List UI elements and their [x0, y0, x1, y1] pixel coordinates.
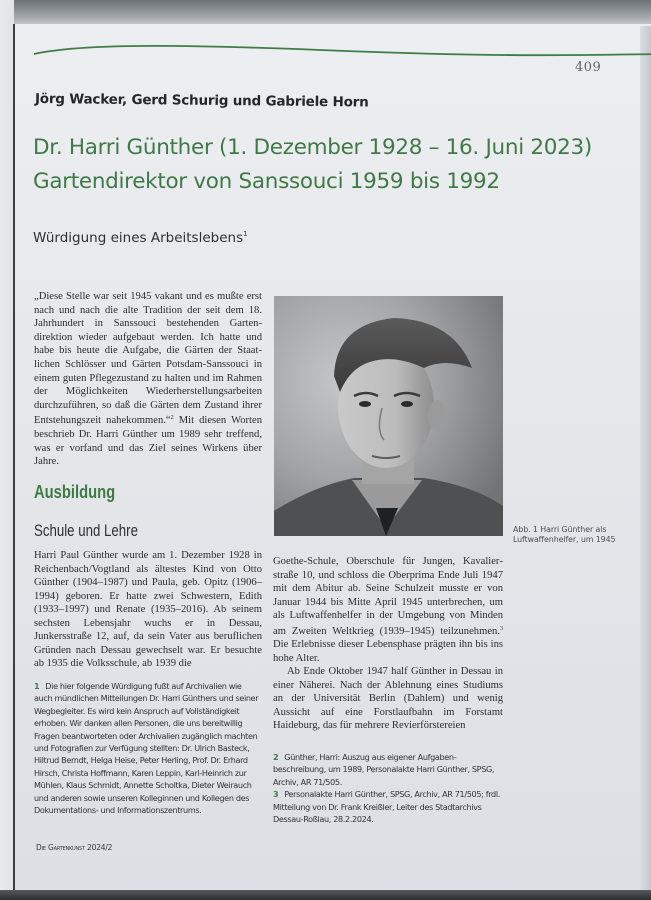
footnote-text: Die hier folgende Würdigung fußt auf Archivalien wie auch mündlichen Mitteilungen Dr. Harri Günthers und seiner Wegbegleiter. Es wird kein Anspruch auf Vollständigkeit erhoben. Wir danken allen Personen, die uns bereitwillig Fragen beantworteten oder Archivalien zugänglich machten und Fotografien zur Verfügung stellten: Dr. Ulrich Basteck, Hiltrud Berndt, Helga Heise, Peter Herling, Prof. Dr. Erhard Hirsch, Christa Hoffmann, Karen Leppin, Karl-Heinrich zur Mühlen, Klaus Schmidt, Annette Scholtka, Dieter Weirauch und anderen sowie unseren Kolleginnen und Kollegen des Dokumentations- und Informationszentrums.: [34, 681, 259, 816]
adjacent-page-edge: [0, 0, 14, 900]
section-heading: Ausbildung: [34, 482, 116, 502]
body-paragraph-left: Harri Paul Günther wurde am 1. Dezember 1928 in Reichenbach/Vogtland als ältestes Kind von Otto Günther (1904–1987) und Paula, geb. Opitz (1906–1994) geboren. Er hatte zwei Schwestern, Edith (1933–1997) und Renate (1935–2016). Ab seinem sechsten Lebensjahr wuchs er in Dessau, Junkersstraße 12, auf, da sein Vater aus beruflichen Gründen nach Dessau gewechselt war. Er besuchte ab 1935 die Volksschule, ab 1939 die: [34, 550, 262, 669]
footnote: [273, 751, 503, 788]
footnote-text: Personalakte Harri Günther, SPSG, Archiv, AR 71/505; frdl. Mitteilung von Dr. Frank Kreißler, Leiter des Stadtarchivs Dessau-Roßlau, 28.2.2024.: [273, 789, 500, 825]
footnote-ref[interactable]: 1: [243, 230, 248, 238]
footnote-ref[interactable]: 2: [170, 415, 174, 422]
body-paragraph: [273, 555, 503, 665]
figure-caption: Abb. 1 Harri Günther als Luftwaffenhelfer, um 1945: [513, 525, 616, 545]
background-bottom: [0, 890, 651, 900]
footnote-number: 2: [273, 752, 279, 762]
paragraph-text: Goethe-Schule, Oberschule für Jungen, Kavalierstraße 10, und schloss die Oberprima Ende Juli 1947 mit dem Abitur ab. Seine Schulzeit musste er von Januar 1944 bis Mitte April 1945 unterbrechen, um als Luftwaffenhelfer in der Umgebung von Minden am Zweiten Weltkrieg (1939–1945) teilzunehmen.: [273, 556, 503, 637]
title-line-2: Gartendirektor von Sanssouci 1959 bis 1992: [33, 169, 500, 194]
footnote-ref[interactable]: 3: [500, 625, 503, 632]
footnote: [34, 680, 262, 816]
section-subheading: Schule und Lehre: [34, 521, 138, 540]
portrait-image: [274, 296, 503, 536]
intro-after-quote: Mit diesen Worten beschrieb Dr. Harri Günther um 1989 sehr treffend, was er vorfand und das Ziel seines Wirkens über Jahre.: [34, 415, 262, 468]
article-subtitle: [33, 230, 248, 246]
footnote-number: 3: [273, 789, 279, 800]
header-rule: [20, 40, 651, 60]
background-top: [0, 0, 651, 26]
footnote-text: Günther, Harri: Auszug aus eigener Aufgabenbeschreibung, um 1989, Personalakte Harri Günther, SPSG, Archiv, AR 71/505.: [273, 752, 495, 787]
intro-paragraph: [34, 290, 262, 469]
paragraph-text-end: Die Erlebnisse dieser Lebensphase prägten ihn bis ins hohe Alter.: [273, 639, 503, 664]
authors: Jörg Wacker, Gerd Schurig und Gabriele Horn: [34, 91, 369, 111]
footnotes-middle: [273, 751, 503, 825]
footnote-number: 1: [34, 681, 40, 691]
page-number: 409: [575, 60, 602, 75]
journal-footer: Die Gartenkunst 2024/2: [36, 843, 113, 852]
footnotes-left: [34, 680, 262, 816]
footnote: [273, 788, 503, 825]
body-paragraph: Ab Ende Oktober 1947 half Günther in Dessau in einer Näherei. Nach der Ablehnung eines Studiums an der Universität Berlin (Dahlem) und wenig Aussicht auf eine Forstlaufbahn im Forstamt Haideburg, das für mehrere Revierförstereien: [273, 666, 503, 731]
title-line-1: Dr. Harri Günther (1. Dezember 1928 – 16. Juni 2023): [33, 135, 593, 160]
article-title: [33, 131, 592, 199]
page-edge-shadow: [640, 26, 651, 896]
intro-quote: „Diese Stelle war seit 1945 vakant und es mußte erst nach und nach die alte Tradition der seit dem 18. Jahrhundert in Sanssouci bestehenden Gartendirektion wieder aufgebaut werden. Ich hatte und habe bis heute die Aufgabe, die Gärten der Staatlichen Schlösser und Gärten Potsdam-Sanssouci in einem guten Pflegezustand zu halten und im Rahmen der Möglichkeiten Wiederherstellungsarbeiten durchzuführen, so daß die Gärten dem Zustand ihrer Entstehungszeit nahekommen.“: [34, 291, 262, 427]
subtitle-text: Würdigung eines Arbeitslebens: [33, 230, 244, 246]
portrait-photo: [274, 296, 503, 536]
body-column-middle: [273, 555, 503, 733]
